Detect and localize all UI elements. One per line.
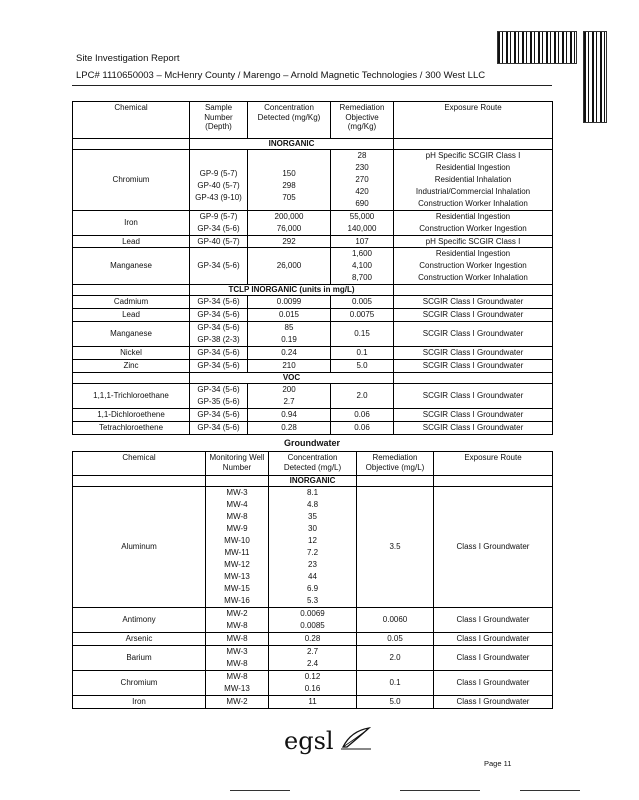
leaf-icon [341,727,371,751]
table-row [73,608,553,633]
objective-cell: 8,700 [351,273,373,282]
sample-cell: GP-34 (5-6) [197,423,240,432]
well-cell: MW-13 [224,684,250,693]
well-cell: MW-3 [226,647,248,656]
chemical-cell: Barium [73,646,206,671]
objective-cell: 0.1 [357,671,434,696]
section-tclp: TCLP INORGANIC (units in mg/L) [190,285,394,296]
well-cell: MW-3 [226,488,248,497]
route-cell: Class I Groundwater [434,487,553,608]
objective-cell: 3.5 [357,487,434,608]
egsl-logo: egsl [284,727,371,755]
report-subtitle: LPC# 1110650003 – McHenry County / Marengo – Arnold Magnetic Technologies / 300 West LLC [76,70,486,81]
conc-cell: 2.4 [306,659,319,668]
table-row [73,322,553,347]
route-cell: Residential Ingestion [435,249,511,258]
table-row [73,150,553,211]
route-cell: SCGIR Class I Groundwater [394,322,553,347]
objective-cell: 28 [357,151,367,160]
route-cell: Residential Ingestion [435,212,511,221]
well-cell: MW-11 [224,548,250,557]
route-cell: Class I Groundwater [434,608,553,633]
groundwater-title: Groundwater [283,438,340,448]
chemical-cell: 1,1-Dichloroethene [73,409,190,422]
conc-cell: 0.19 [281,335,297,344]
objective-cell: 55,000 [349,212,375,221]
section-row [73,476,553,487]
col-concentration: Concentration Detected (mg/Kg) [248,102,331,139]
sample-cell: GP-40 (5-7) [190,236,248,248]
soil-table [72,101,553,435]
section-inorganic: INORGANIC [269,476,357,487]
footer-mark [230,790,290,791]
groundwater-table [72,451,553,709]
conc-cell: 0.28 [304,634,321,643]
conc-cell: 0.015 [278,310,300,319]
objective-cell: 2.0 [331,384,394,409]
sample-cell: GP-34 (5-6) [197,361,240,370]
objective-cell: 2.0 [357,646,434,671]
conc-cell: 0.12 [304,672,321,681]
table-row [73,487,553,608]
objective-cell: 690 [355,199,369,208]
objective-cell: 0.0060 [357,608,434,633]
well-cell: MW-9 [226,524,248,533]
chemical-cell: 1,1,1-Trichloroethane [73,384,190,409]
soil-header-row [73,102,553,139]
footer-mark [400,790,480,791]
well-cell: MW-4 [226,500,248,509]
conc-cell: 76,000 [276,224,302,233]
conc-cell: 8.1 [306,488,319,497]
col-chemical: Chemical [73,102,190,139]
conc-cell: 0.16 [304,684,321,693]
sample-cell: GP-34 (5-6) [197,224,240,233]
conc-cell: 35 [308,512,317,521]
sample-cell: GP-9 (5-7) [199,169,238,178]
chemical-cell: Tetrachloroethene [73,422,190,435]
objective-cell: 0.06 [331,409,394,422]
objective-cell: 5.0 [331,360,394,373]
sample-cell: GP-9 (5-7) [199,212,238,221]
table-row [73,211,553,236]
col-concentration: Concentration Detected (mg/L) [269,452,357,476]
well-cell: MW-2 [226,609,248,618]
col-sample-number: Sample Number (Depth) [190,102,248,139]
well-cell: MW-15 [224,584,250,593]
route-cell: SCGIR Class I Groundwater [394,360,553,373]
conc-cell: 0.94 [281,410,297,419]
conc-cell: 150 [282,169,296,178]
chemical-cell: Cadmium [73,296,190,309]
table-row [73,296,553,309]
chemical-cell: Manganese [73,322,190,347]
gw-header-row [73,452,553,476]
chemical-cell: Lead [73,309,190,322]
table-row [73,309,553,322]
route-cell: Class I Groundwater [434,696,553,709]
well-cell: MW-10 [224,536,250,545]
objective-cell: 230 [355,163,369,172]
table-row [73,422,553,435]
sample-cell: GP-34 (5-6) [197,410,240,419]
section-row [73,285,553,296]
conc-cell: 2.7 [306,647,319,656]
col-exposure-route: Exposure Route [394,102,553,139]
table-row [73,696,553,709]
well-cell: MW-16 [224,596,250,605]
conc-cell: 85 [284,323,294,332]
objective-cell: 107 [331,236,394,248]
route-cell: Industrial/Commercial Inhalation [415,187,531,196]
section-voc: VOC [190,373,394,384]
table-row [73,360,553,373]
route-cell: Class I Groundwater [434,646,553,671]
table-row [73,671,553,696]
route-cell: SCGIR Class I Groundwater [394,422,553,435]
sample-cell: GP-34 (5-6) [190,248,248,285]
objective-cell: 0.0075 [331,309,394,322]
objective-cell: 0.005 [331,296,394,309]
route-cell: SCGIR Class I Groundwater [394,384,553,409]
route-cell: pH Specific SCGIR Class I [394,236,553,248]
conc-cell: 0.0085 [300,621,325,630]
sample-cell: GP-34 (5-6) [197,385,240,394]
route-cell: Residential Ingestion [435,163,511,172]
conc-cell: 200,000 [274,212,304,221]
chemical-cell: Zinc [73,360,190,373]
well-cell: MW-8 [226,634,248,643]
chemical-cell: Arsenic [73,633,206,646]
route-cell: SCGIR Class I Groundwater [394,296,553,309]
chemical-cell: Iron [73,211,190,236]
conc-cell: 5.3 [306,596,319,605]
conc-cell: 6.9 [306,584,319,593]
objective-cell: 1,600 [351,249,373,258]
sample-cell: GP-34 (5-6) [197,310,240,319]
conc-cell: 12 [308,536,317,545]
conc-cell: 7.2 [306,548,319,557]
chemical-cell: Lead [73,236,190,248]
route-cell: Construction Worker Inhalation [418,199,528,208]
well-cell: MW-8 [226,621,248,630]
conc-cell: 2.7 [283,397,295,406]
col-remediation-objective: Remediation Objective (mg/L) [357,452,434,476]
conc-cell: 210 [282,361,296,370]
objective-cell: 5.0 [357,696,434,709]
col-chemical: Chemical [73,452,206,476]
table-row [73,384,553,409]
conc-cell: 26,000 [248,248,331,285]
table-row [73,248,553,285]
table-row [73,347,553,360]
conc-cell: 0.0099 [276,297,302,306]
objective-cell: 0.1 [331,347,394,360]
report-title: Site Investigation Report [76,53,180,64]
route-cell: Construction Worker Inhalation [418,273,528,282]
chemical-cell: Iron [73,696,206,709]
sample-cell: GP-35 (5-6) [197,397,240,406]
conc-cell: 200 [282,385,296,394]
conc-cell: 705 [282,193,296,202]
sample-cell: GP-38 (2-3) [197,335,240,344]
route-cell: Class I Groundwater [434,671,553,696]
well-cell: MW-2 [226,697,248,706]
col-monitoring-well: Monitoring Well Number [206,452,269,476]
section-inorganic: INORGANIC [190,139,394,150]
page-number: Page 11 [484,759,512,768]
conc-cell: 30 [308,524,317,533]
sample-cell: GP-43 (9-10) [195,193,242,202]
qr-code-icon [497,31,577,64]
well-cell: MW-8 [226,672,248,681]
footer-mark [520,790,580,791]
sample-cell: GP-34 (5-6) [197,323,240,332]
chemical-cell: Aluminum [73,487,206,608]
header-rule [72,85,552,86]
well-cell: MW-8 [226,659,248,668]
chemical-cell: Chromium [73,150,190,211]
sample-cell: GP-34 (5-6) [197,297,240,306]
well-cell: MW-13 [224,572,250,581]
table-row [73,236,553,248]
route-cell: pH Specific SCGIR Class I [425,151,521,160]
table-row [73,633,553,646]
objective-cell: 270 [355,175,369,184]
route-cell: SCGIR Class I Groundwater [394,409,553,422]
table-row [73,646,553,671]
objective-cell: 0.15 [331,322,394,347]
conc-cell: 292 [248,236,331,248]
well-cell: MW-12 [224,560,250,569]
route-cell: Residential Inhalation [434,175,512,184]
route-cell: SCGIR Class I Groundwater [394,347,553,360]
conc-cell: 0.28 [281,423,297,432]
conc-cell: 11 [308,697,317,706]
objective-cell: 140,000 [347,224,377,233]
objective-cell: 4,100 [351,261,373,270]
route-cell: SCGIR Class I Groundwater [394,309,553,322]
section-row [73,139,553,150]
conc-cell: 4.8 [306,500,319,509]
conc-cell: 23 [308,560,317,569]
conc-cell: 0.24 [281,348,297,357]
col-remediation-objective: Remediation Objective (mg/Kg) [331,102,394,139]
chemical-cell: Chromium [73,671,206,696]
chemical-cell: Manganese [73,248,190,285]
conc-cell: 44 [308,572,317,581]
table-row [73,409,553,422]
route-cell: Construction Worker Ingestion [419,261,527,270]
sample-cell: GP-40 (5-7) [197,181,240,190]
conc-cell: 0.0069 [300,609,325,618]
conc-cell: 298 [282,181,296,190]
section-row [73,373,553,384]
objective-cell: 0.05 [357,633,434,646]
route-cell: Class I Groundwater [434,633,553,646]
chemical-cell: Antimony [73,608,206,633]
objective-cell: 0.06 [331,422,394,435]
objective-cell: 420 [355,187,369,196]
col-exposure-route: Exposure Route [434,452,553,476]
chemical-cell: Nickel [73,347,190,360]
qr-code-icon [583,31,607,123]
well-cell: MW-8 [226,512,248,521]
sample-cell: GP-34 (5-6) [197,348,240,357]
route-cell: Construction Worker Ingestion [419,224,527,233]
